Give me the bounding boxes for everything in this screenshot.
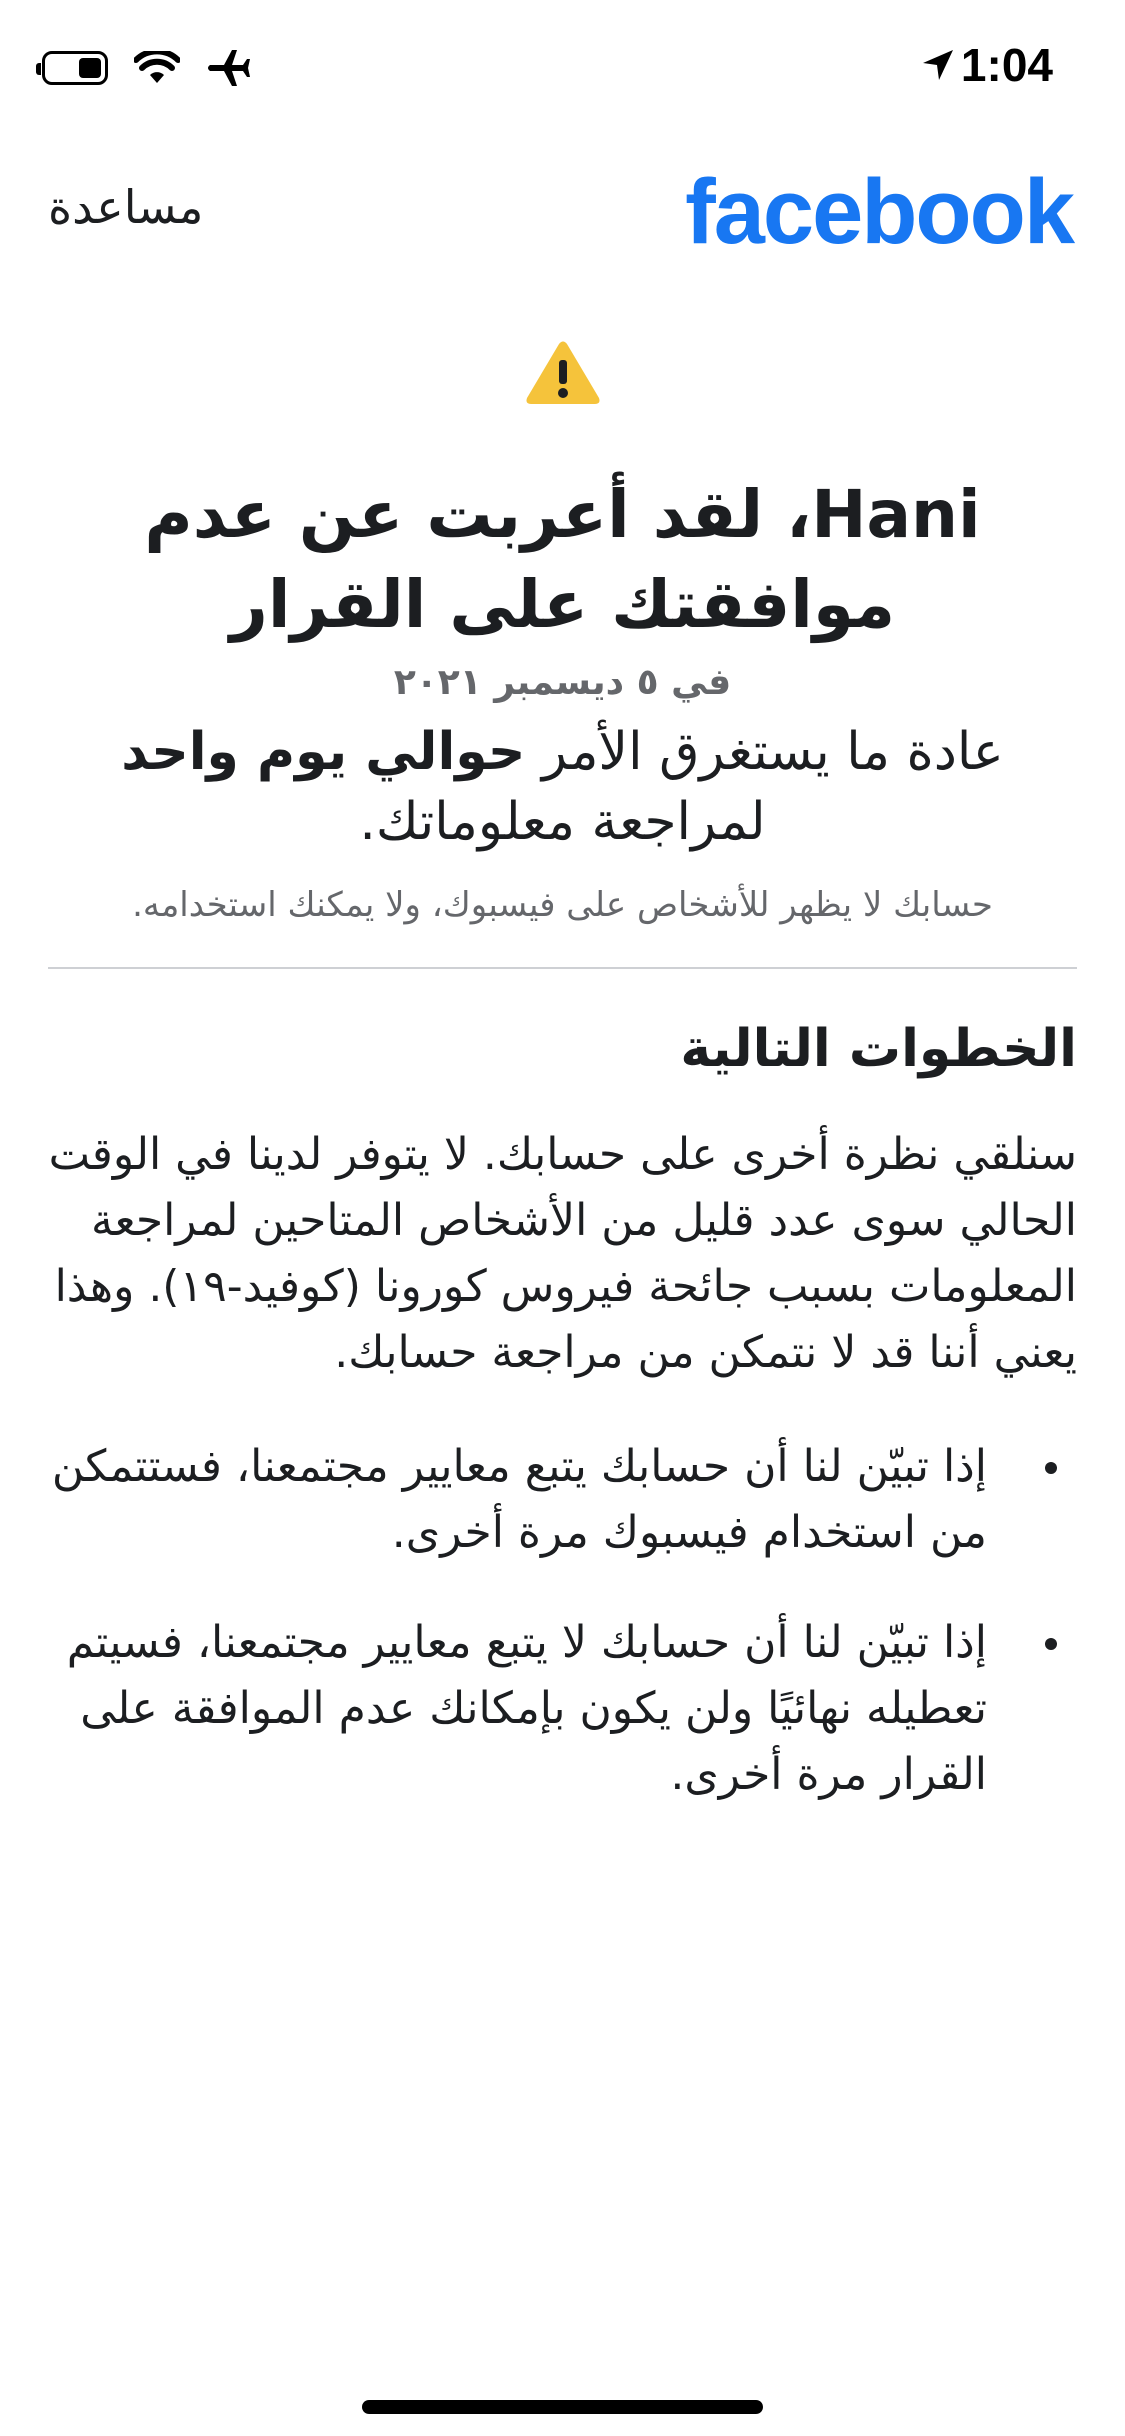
help-link[interactable]: مساعدة bbox=[48, 180, 204, 234]
list-item: إذا تبيّن لنا أن حسابك يتبع معايير مجتمعنا، فستتمكن من استخدام فيسبوك مرة أخرى. bbox=[48, 1434, 987, 1566]
visibility-note: حسابك لا يظهر للأشخاص على فيسبوك، ولا يمكنك استخدامه. bbox=[132, 885, 993, 925]
review-suffix: لمراجعة معلوماتك. bbox=[359, 792, 766, 852]
home-indicator[interactable] bbox=[362, 2400, 763, 2414]
next-steps-body: سنلقي نظرة أخرى على حسابك. لا يتوفر لدينا في الوقت الحالي سوى عدد قليل من الأشخاص المتاحين لمراجعة المعلومات بسبب جائحة فيروس كورونا (كوفيد-١٩). وهذا يعني أننا قد لا نتمكن من مراجعة حسابك. bbox=[48, 1129, 1077, 1379]
main-content bbox=[48, 340, 1077, 1852]
status-time: 1:04 bbox=[960, 39, 1053, 91]
status-bar bbox=[0, 0, 1125, 140]
next-steps-list bbox=[48, 1434, 1077, 1808]
review-time-text bbox=[48, 717, 1077, 857]
warning-icon-wrap bbox=[48, 340, 1077, 420]
decision-date: في ٥ ديسمبر ٢٠٢١ bbox=[393, 662, 732, 703]
status-time-group bbox=[921, 38, 1053, 92]
page-title: Hani، لقد أعربت عن عدم موافقتك على القرار bbox=[144, 476, 981, 643]
divider bbox=[48, 967, 1077, 969]
review-duration: حوالي يوم واحد bbox=[121, 722, 526, 782]
battery-icon bbox=[42, 51, 108, 85]
warning-icon bbox=[525, 340, 601, 406]
wifi-icon bbox=[134, 51, 180, 85]
review-prefix: عادة ما يستغرق الأمر bbox=[525, 722, 1004, 782]
header bbox=[0, 160, 1125, 270]
facebook-logo: facebook bbox=[685, 161, 1073, 263]
location-arrow-icon bbox=[921, 48, 955, 82]
list-item: إذا تبيّن لنا أن حسابك لا يتبع معايير مجتمعنا، فسيتم تعطيله نهائيًا ولن يكون بإمكانك عدم الموافقة على القرار مرة أخرى. bbox=[48, 1610, 987, 1808]
status-icons-left bbox=[42, 48, 250, 88]
next-steps-title: الخطوات التالية bbox=[680, 1019, 1077, 1079]
airplane-icon bbox=[206, 48, 250, 88]
